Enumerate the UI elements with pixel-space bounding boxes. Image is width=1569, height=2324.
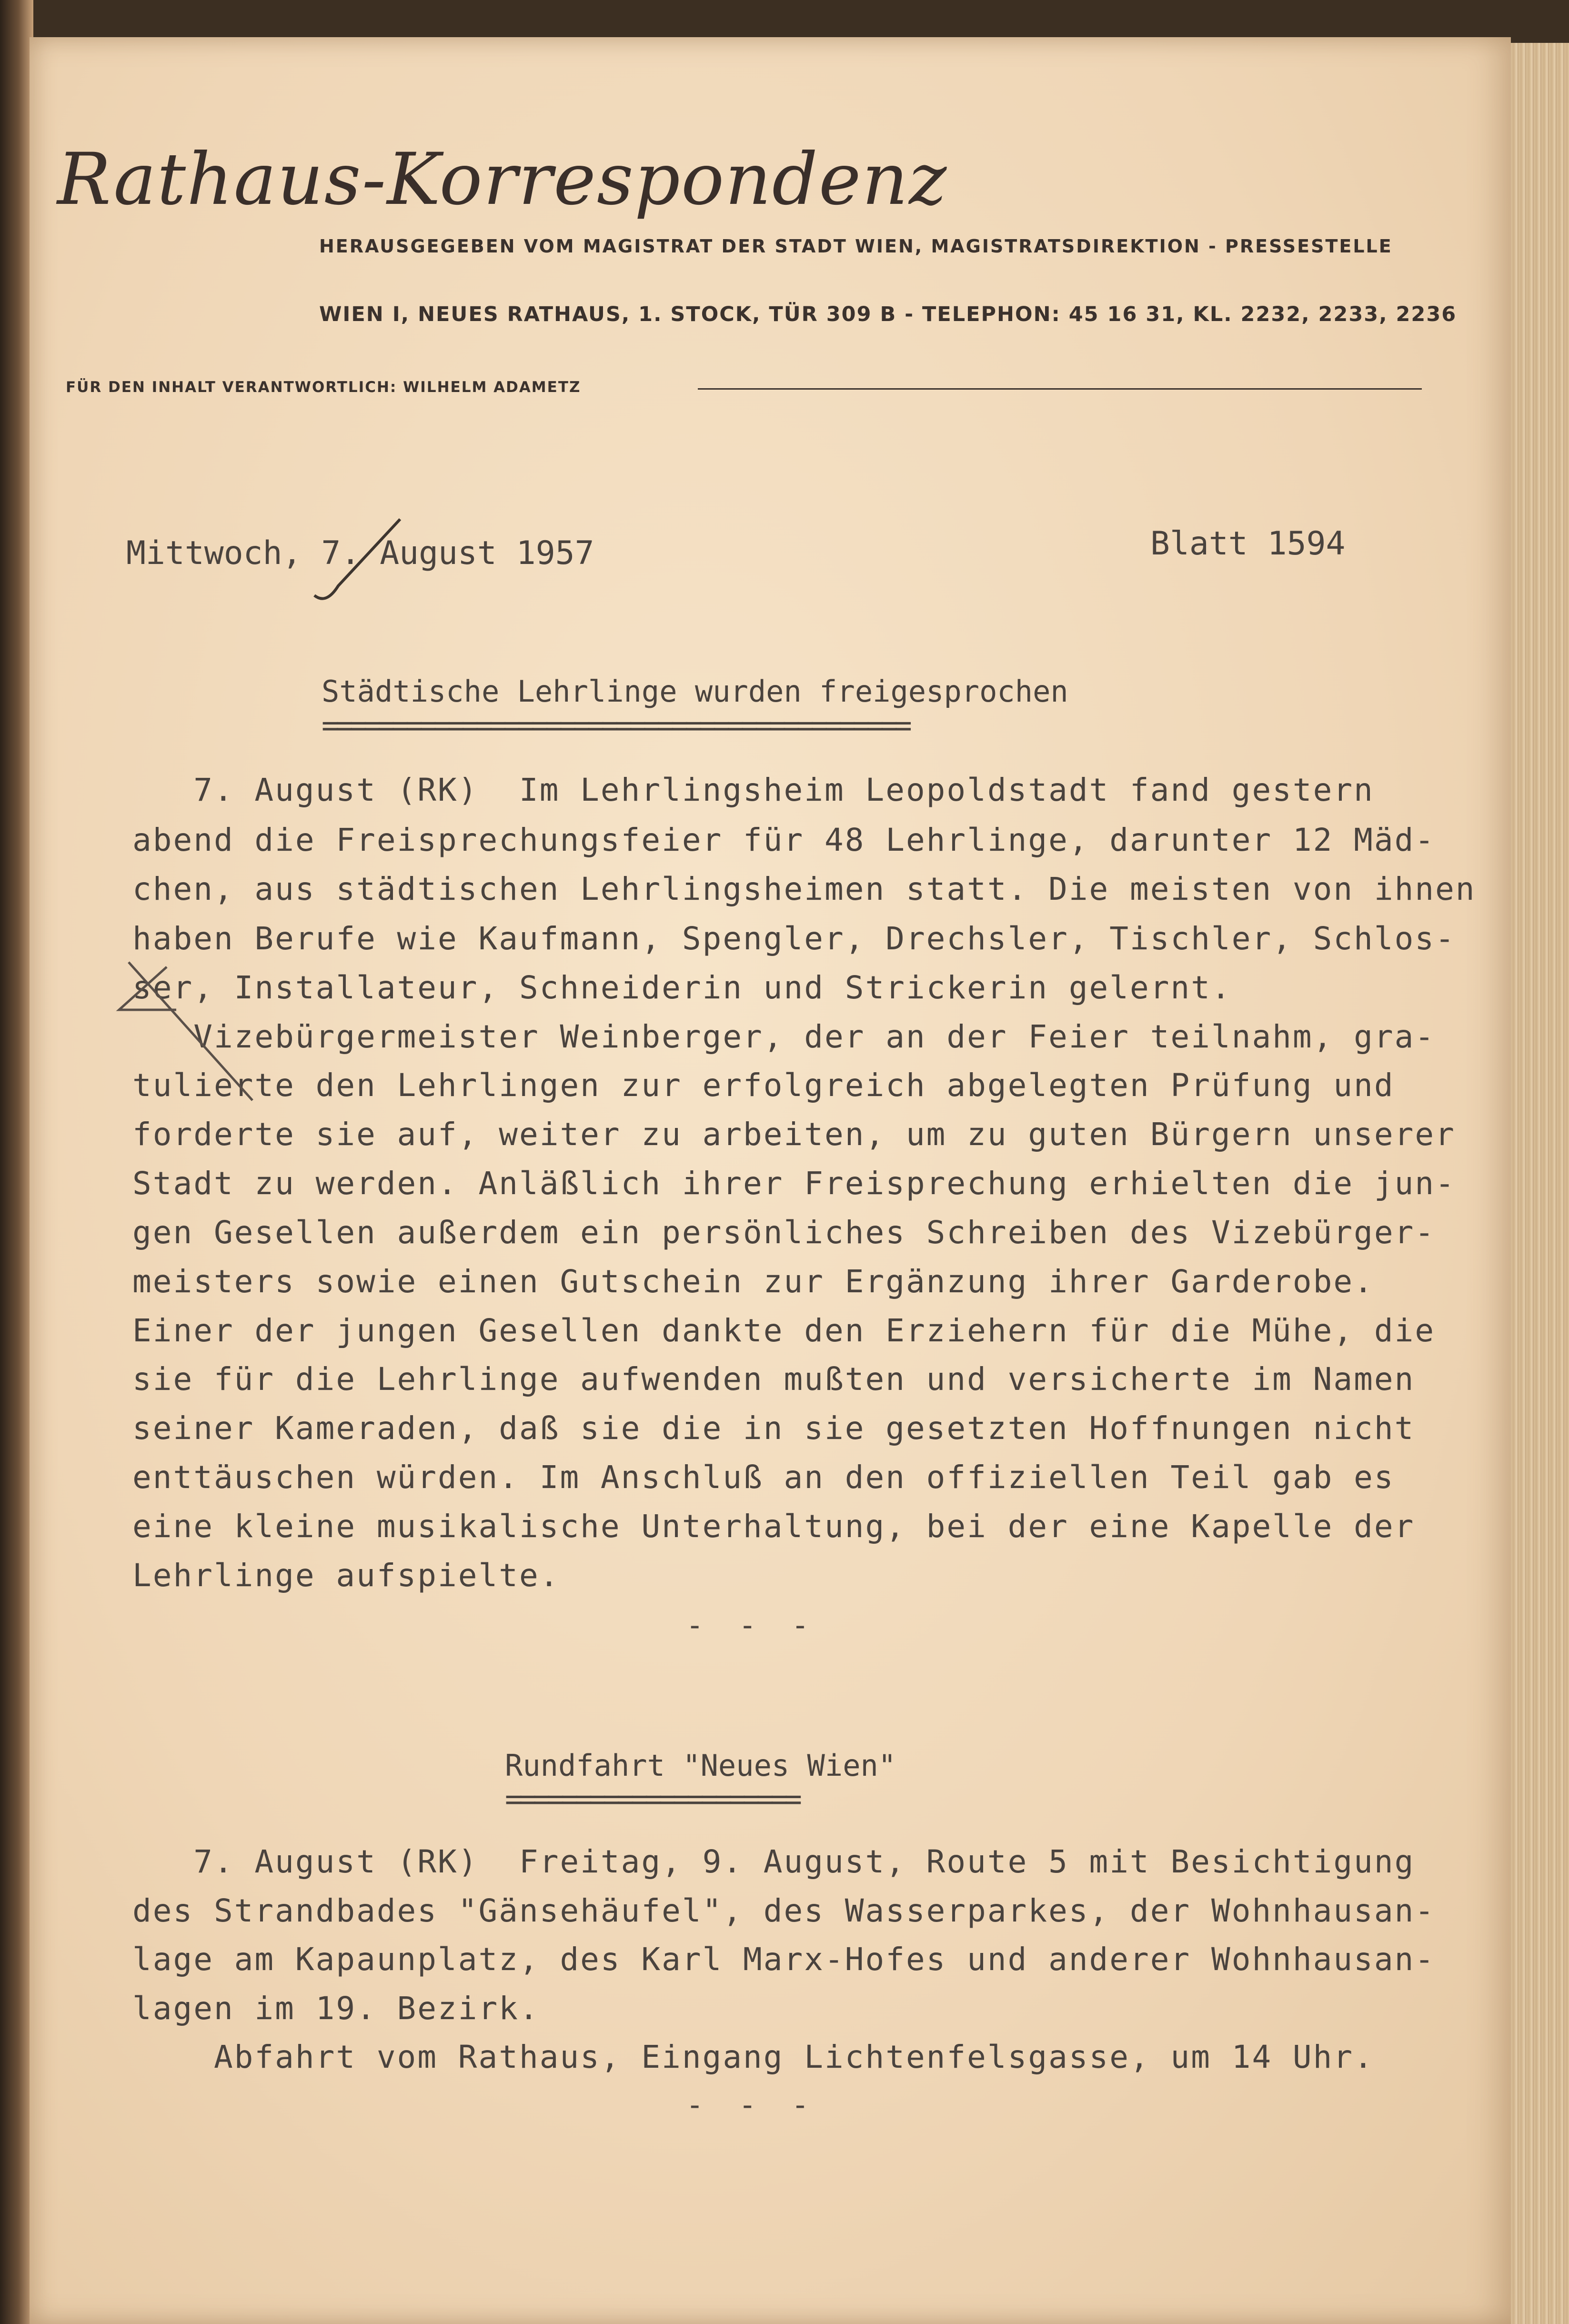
article-1-line: haben Berufe wie Kaufmann, Spengler, Drechsler, Tischler, Schlos- — [132, 920, 1456, 957]
masthead-title: Rathaus-Korrespondenz — [57, 138, 948, 221]
article-1-line: chen, aus städtischen Lehrlingsheimen statt. Die meisten von ihnen — [132, 871, 1476, 907]
article-1-line: meisters sowie einen Gutschein zur Ergänzung ihrer Garderobe. — [132, 1263, 1374, 1300]
article-1-line: sie für die Lehrlinge aufwenden mußten und versicherte im Namen — [132, 1361, 1415, 1398]
dateline-date: Mittwoch, 7. August 1957 — [126, 534, 594, 572]
sheet-number: Blatt 1594 — [1150, 525, 1346, 563]
article-1-line: forderte sie auf, weiter zu arbeiten, um zu guten Bürgern unserer — [132, 1116, 1456, 1153]
book-binding — [0, 0, 33, 2324]
article-1-line: tulierte den Lehrlingen zur erfolgreich abgelegten Prüfung und — [132, 1067, 1395, 1104]
publisher-line: HERAUSGEGEBEN VOM MAGISTRAT DER STADT WIEN, MAGISTRATSDIREKTION - PRESSESTELLE — [319, 236, 1393, 257]
article-2-line: Abfahrt vom Rathaus, Eingang Lichtenfelsgasse, um 14 Uhr. — [132, 2039, 1374, 2075]
article-1-title: Städtische Lehrlinge wurden freigesprochen — [322, 674, 1068, 709]
article-2-separator: - - - — [686, 2087, 818, 2122]
article-2-title: Rundfahrt "Neues Wien" — [505, 1748, 896, 1783]
article-2-line: des Strandbades "Gänsehäufel", des Wasserparkes, der Wohnhausan- — [132, 1892, 1436, 1929]
address-line: WIEN I, NEUES RATHAUS, 1. STOCK, TÜR 309 B - TELEPHON: 45 16 31, KL. 2232, 2233, 2236 — [319, 302, 1457, 326]
article-1-line: gen Gesellen außerdem ein persönliches Schreiben des Vizebürger- — [132, 1214, 1436, 1251]
article-1-line: eine kleine musikalische Unterhaltung, bei der eine Kapelle der — [132, 1508, 1415, 1545]
article-1-line: seiner Kameraden, daß sie die in sie gesetzten Hoffnungen nicht — [132, 1410, 1415, 1447]
article-1-line: Lehrlinge aufspielte. — [132, 1557, 560, 1594]
article-1-line: Vizebürgermeister Weinberger, der an der Feier teilnahm, gra- — [132, 1018, 1436, 1055]
article-2-line: 7. August (RK) Freitag, 9. August, Route 5 mit Besichtigung — [132, 1843, 1415, 1880]
article-1-title-underline: ========================================== — [322, 708, 908, 743]
article-1-line: enttäuschen würden. Im Anschluß an den offiziellen Teil gab es — [132, 1459, 1395, 1496]
article-2-line: lage am Kapaunplatz, des Karl Marx-Hofes und anderer Wohnhausan- — [132, 1941, 1436, 1978]
article-1-line: 7. August (RK) Im Lehrlingsheim Leopoldstadt fand gestern — [132, 772, 1374, 808]
pencil-check-mark — [305, 514, 429, 610]
article-2-title-underline: ===================== — [505, 1781, 798, 1816]
article-1-line: ser, Installateur, Schneiderin und Strickerin gelernt. — [132, 969, 1232, 1006]
article-1-line: abend die Freisprechungsfeier für 48 Lehrlinge, darunter 12 Mäd- — [132, 822, 1436, 858]
article-1-line: Stadt zu werden. Anläßlich ihrer Freisprechung erhielten die jun- — [132, 1165, 1456, 1202]
page-stack-edge — [1511, 43, 1569, 2324]
article-2-line: lagen im 19. Bezirk. — [132, 1990, 540, 2027]
article-1-separator: - - - — [686, 1608, 818, 1642]
header-rule — [698, 388, 1422, 390]
article-1-line: Einer der jungen Gesellen dankte den Erziehern für die Mühe, die — [132, 1312, 1436, 1349]
pencil-margin-mark — [110, 957, 310, 1129]
responsible-line: FÜR DEN INHALT VERANTWORTLICH: WILHELM ADAMETZ — [66, 379, 581, 396]
